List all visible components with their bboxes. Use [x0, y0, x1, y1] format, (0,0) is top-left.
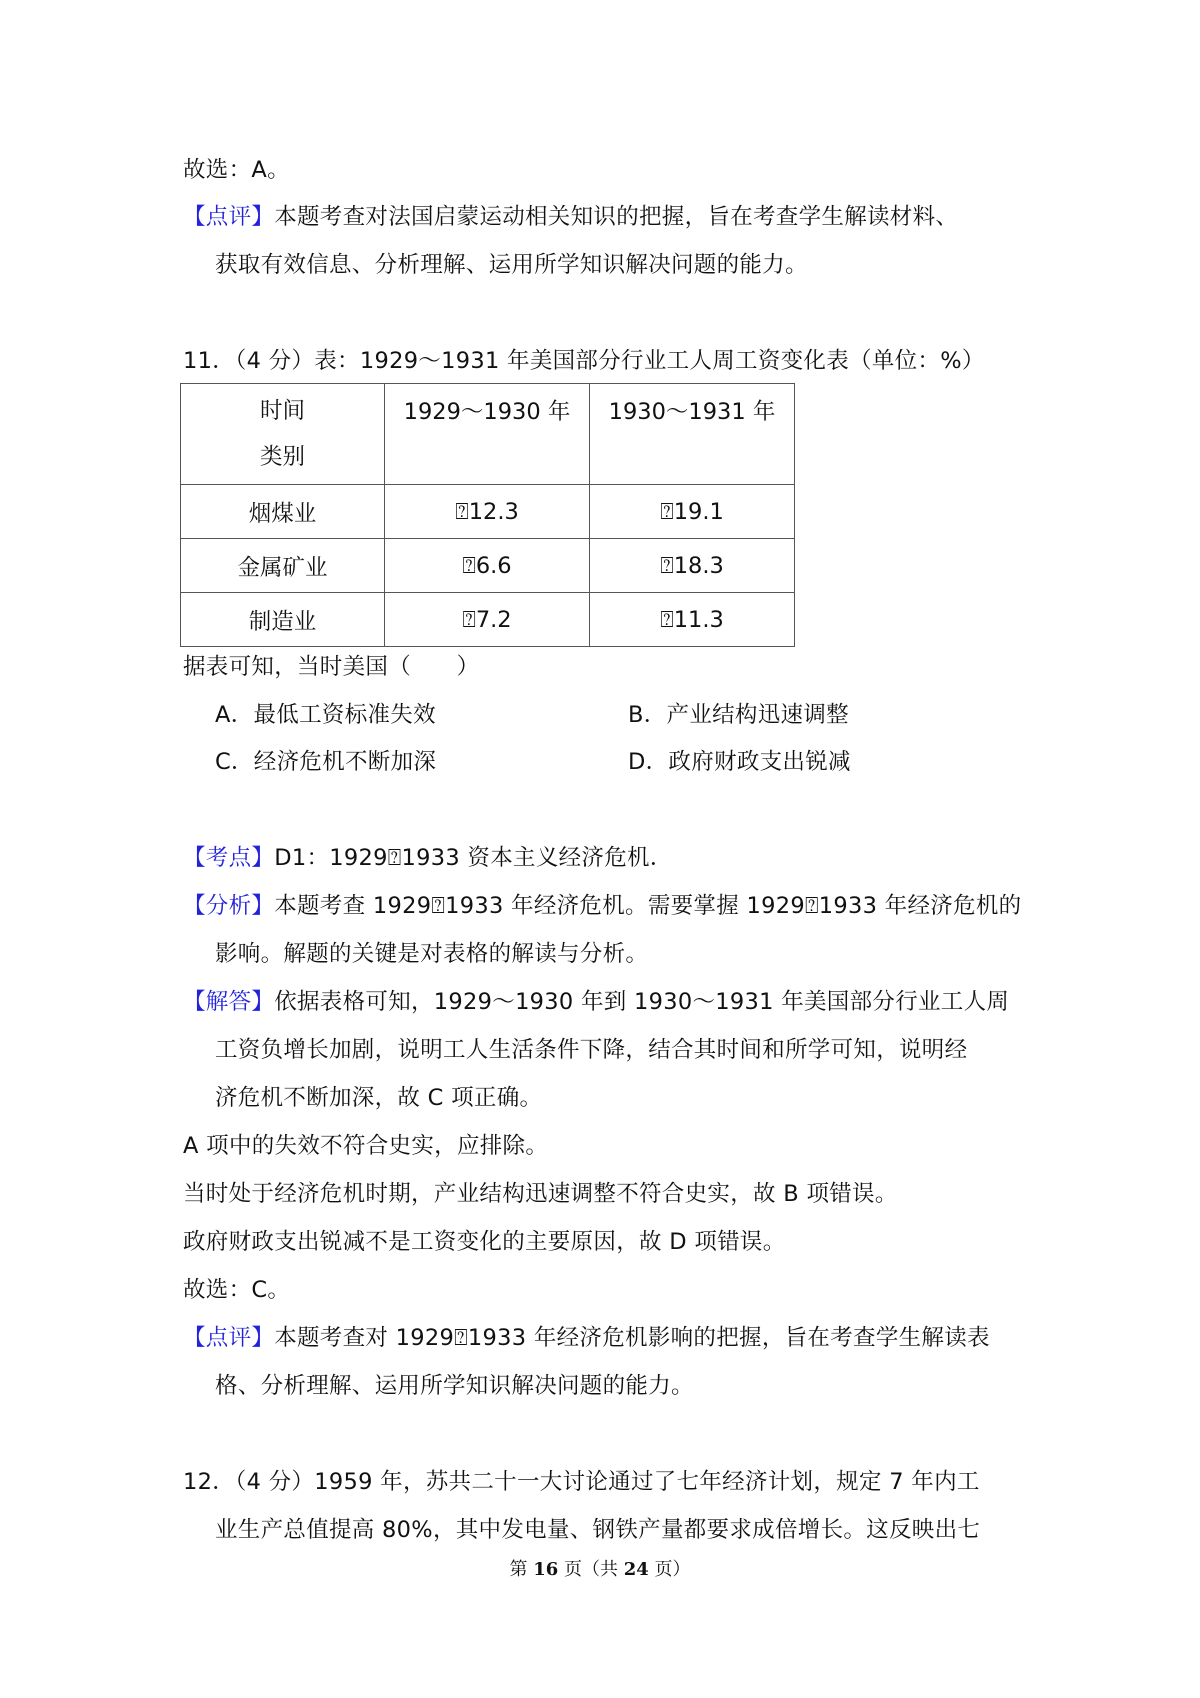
header-col2-text: 1930～1931 年 [608, 399, 776, 425]
footer-prefix: 第 [509, 1559, 534, 1580]
option-d: D．政府财政支出锐减 [628, 749, 851, 775]
header-col1-text: 1929～1930 年 [403, 399, 571, 425]
header-col1 [385, 384, 590, 485]
jieda-text: 依据表格可知，1929～1930 年到 1930～1931 年美国部分行业工人周 [274, 989, 1010, 1015]
q11-answer: 故选：C。 [183, 1277, 291, 1303]
jieda-tag: 【解答】 [183, 989, 275, 1015]
q12-line2: 业生产总值提高 80%，其中发电量、钢铁产量都要求成倍增长。这反映出七 [215, 1517, 981, 1543]
option-b: B．产业结构迅速调整 [628, 702, 849, 728]
table-header-row [181, 384, 795, 485]
row-value-2: ⍰19.1 [590, 485, 795, 539]
header-time-category-cell [181, 384, 385, 485]
wage-change-table [180, 383, 795, 647]
kaodian-tag: 【考点】 [183, 845, 275, 871]
fenxi-line2: 影响。解题的关键是对表格的解读与分析。 [215, 941, 649, 967]
jieda-line3: 济危机不断加深，故 C 项正确。 [215, 1085, 543, 1111]
row-category: 制造业 [181, 593, 385, 647]
q11-review-line2: 格、分析理解、运用所学知识解决问题的能力。 [215, 1373, 694, 1399]
option-c: C．经济危机不断加深 [215, 749, 437, 775]
footer-middle: 页（共 [558, 1559, 624, 1580]
q11-question: 据表可知，当时美国（ ） [183, 654, 480, 680]
row-value-2: ⍰11.3 [590, 593, 795, 647]
q11-review-tag: 【点评】 [183, 1325, 275, 1351]
kaodian-text: D1：1929⍰1933 资本主义经济危机． [274, 845, 673, 871]
header-col2 [590, 384, 795, 485]
row-value-1: ⍰12.3 [385, 485, 590, 539]
fenxi-text: 本题考查 1929⍰1933 年经济危机。需要掌握 1929⍰1933 年经济危机的 [274, 893, 1022, 919]
row-value-2: ⍰18.3 [590, 539, 795, 593]
prev-review-text: 本题考查对法国启蒙运动相关知识的把握，旨在考查学生解读材料、 [274, 204, 959, 230]
jieda-line1 [183, 987, 1009, 1017]
prev-review-line2: 获取有效信息、分析理解、运用所学知识解决问题的能力。 [215, 252, 808, 278]
fenxi-line1 [183, 891, 1021, 921]
fenxi-tag: 【分析】 [183, 893, 275, 919]
page-footer [0, 1555, 1200, 1581]
footer-page-number: 16 [533, 1559, 559, 1580]
row-value-1: ⍰6.6 [385, 539, 590, 593]
option-a: A．最低工资标准失效 [215, 702, 436, 728]
row-value-1: ⍰7.2 [385, 593, 590, 647]
kaodian-line [183, 843, 673, 873]
header-time: 时间 [259, 398, 305, 424]
note-d: 政府财政支出锐减不是工资变化的主要原因，故 D 项错误。 [183, 1229, 786, 1255]
prev-answer: 故选：A。 [183, 157, 290, 183]
q12-line1: 12．（4 分）1959 年，苏共二十一大讨论通过了七年经济计划，规定 7 年内工 [183, 1469, 980, 1495]
prev-review-tag: 【点评】 [183, 204, 275, 230]
footer-suffix: 页） [648, 1559, 691, 1580]
footer-total-pages: 24 [623, 1559, 649, 1580]
row-category: 金属矿业 [181, 539, 385, 593]
q11-review-line1 [183, 1323, 990, 1353]
table-row [181, 593, 795, 647]
prev-review-line1 [183, 202, 958, 232]
note-b: 当时处于经济危机时期，产业结构迅速调整不符合史实，故 B 项错误。 [183, 1181, 898, 1207]
jieda-line2: 工资负增长加剧，说明工人生活条件下降，结合其时间和所学可知，说明经 [215, 1037, 968, 1063]
q11-stem: 11．（4 分）表：1929～1931 年美国部分行业工人周工资变化表（单位：%） [183, 348, 985, 374]
q11-review-text: 本题考查对 1929⍰1933 年经济危机影响的把握，旨在考查学生解读表 [274, 1325, 990, 1351]
table-row [181, 485, 795, 539]
row-category: 烟煤业 [181, 485, 385, 539]
table-row [181, 539, 795, 593]
note-a: A 项中的失效不符合史实，应排除。 [183, 1133, 549, 1159]
header-category: 类别 [259, 444, 305, 470]
